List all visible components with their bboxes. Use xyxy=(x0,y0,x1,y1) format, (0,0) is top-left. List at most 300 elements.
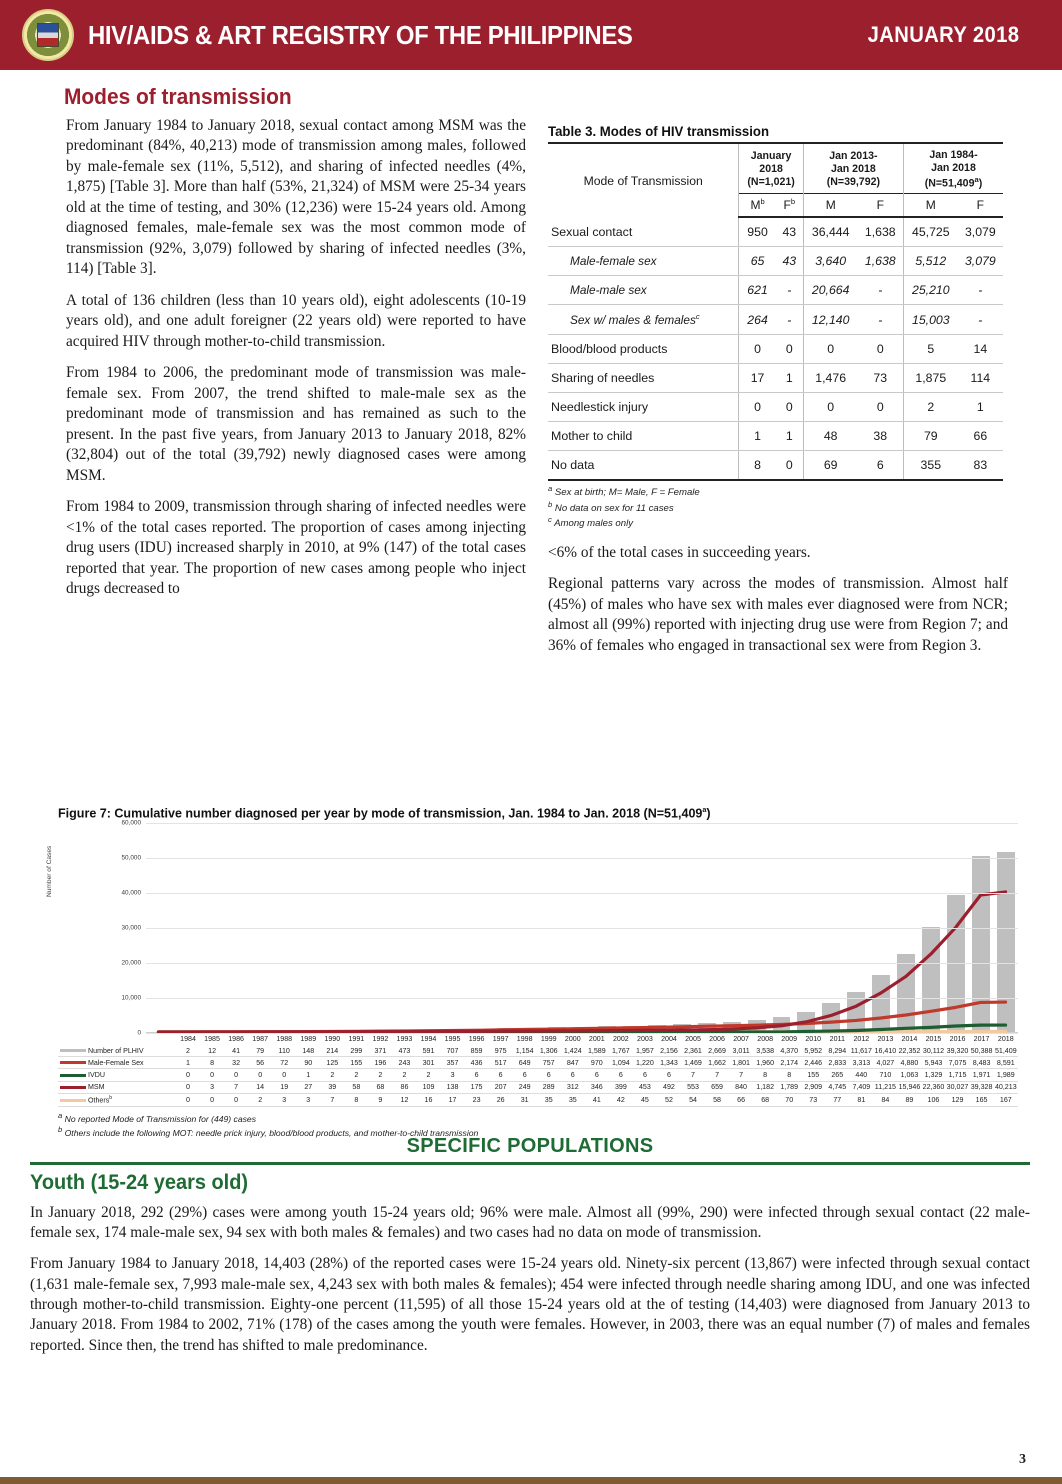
figure7-year-label: 2006 xyxy=(709,1034,725,1043)
table3-cell: 0 xyxy=(739,335,776,364)
figure7-data-cell: 2 xyxy=(392,1069,416,1081)
table3-cell: 43 xyxy=(776,247,804,276)
legend-swatch-icon xyxy=(60,1061,86,1064)
figure7-data-cell: 1,767 xyxy=(609,1045,633,1057)
footer-rule xyxy=(0,1477,1062,1484)
chart-y-tick-label: 60,000 xyxy=(121,819,141,827)
figure7-data-cell: 165 xyxy=(970,1093,994,1107)
footnote: $^a$ No reported Mode of Transmission for (449) cases xyxy=(58,1111,256,1125)
table3-rowheader-label: Mode of Transmission xyxy=(548,143,739,217)
figure7-data-cell: 436 xyxy=(465,1057,489,1069)
figure7-year-label: 1988 xyxy=(276,1034,293,1043)
table3-cell: 2 xyxy=(903,393,957,422)
figure7-year-label: 1990 xyxy=(324,1034,341,1043)
table3-cell: 0 xyxy=(776,451,804,481)
figure7-data-cell: 35 xyxy=(537,1093,561,1107)
header-date: JANUARY 2018 xyxy=(867,22,1020,47)
table-row xyxy=(548,217,1003,247)
figure7-data-cell: 1,801 xyxy=(729,1057,753,1069)
table-row xyxy=(548,276,1003,305)
figure7-year-label: 1998 xyxy=(516,1034,533,1043)
figure7-data-cell: 8 xyxy=(753,1069,777,1081)
figure7-data-cell: 7 xyxy=(224,1081,248,1093)
figure7-data-cell: 6 xyxy=(633,1069,657,1081)
figure7-data-cell: 1,971 xyxy=(970,1069,994,1081)
figure7-data-cell: 3,313 xyxy=(849,1057,873,1069)
figure7-data-cell: 707 xyxy=(441,1045,465,1057)
figure7-data-cell: 1,715 xyxy=(946,1069,970,1081)
figure7-data-cell: 86 xyxy=(392,1081,416,1093)
figure7-data-cell: 1,306 xyxy=(537,1045,561,1057)
figure7-chart xyxy=(46,819,1018,1037)
table3-col-1984-f: F xyxy=(958,194,1003,218)
table3-cell: 3,079 xyxy=(958,217,1003,247)
figure7-year-label: 2009 xyxy=(781,1034,798,1043)
table3-cell: 73 xyxy=(858,364,904,393)
figure7-data-cell: 109 xyxy=(416,1081,440,1093)
figure7-data-cell: 2 xyxy=(320,1069,344,1081)
figure7-year-label: 2018 xyxy=(997,1034,1014,1043)
table-row xyxy=(548,364,1003,393)
legend-swatch-icon xyxy=(60,1099,86,1102)
figure7-data-cell: 70 xyxy=(777,1093,801,1107)
table3-cell: 69 xyxy=(803,451,857,481)
table3-cell: 1,638 xyxy=(858,217,904,247)
figure7-data-cell: 7 xyxy=(320,1093,344,1107)
figure7 xyxy=(30,805,1030,1139)
figure7-data-cell: 8,591 xyxy=(994,1057,1018,1069)
figure7-year-label: 2016 xyxy=(949,1034,966,1043)
figure7-data-cell: 2,833 xyxy=(825,1057,849,1069)
figure7-data-cell: 7,409 xyxy=(849,1081,873,1093)
figure7-series-name-cell xyxy=(58,1033,176,1045)
table3-cell: 1 xyxy=(776,422,804,451)
figure7-data-cell: 0 xyxy=(200,1069,224,1081)
figure7-data-cell: 175 xyxy=(465,1081,489,1093)
figure7-data-cell: 73 xyxy=(801,1093,825,1107)
table3-cell: 621 xyxy=(739,276,776,305)
figure7-year-label: 2011 xyxy=(829,1034,845,1043)
figure7-data-cell: 1,957 xyxy=(633,1045,657,1057)
table3-cell: 3,640 xyxy=(803,247,857,276)
table3-col-jan2018-m: $M^b$ xyxy=(739,194,776,218)
figure7-data-cell: 41 xyxy=(224,1045,248,1057)
figure7-data-cell: 4,027 xyxy=(873,1057,897,1069)
table3-cell: 0 xyxy=(858,335,904,364)
table3-cell: 0 xyxy=(776,393,804,422)
table3-header-row-groups xyxy=(548,143,1003,194)
table3-cell: 0 xyxy=(739,393,776,422)
chart-y-tick-label: 30,000 xyxy=(121,924,141,932)
figure7-data-cell: 8 xyxy=(777,1069,801,1081)
chart-y-tick-label: 50,000 xyxy=(121,854,141,862)
figure7-data-cell: 2,669 xyxy=(705,1045,729,1057)
table3-cell: 1,875 xyxy=(903,364,957,393)
section-divider xyxy=(30,1162,1030,1165)
figure7-year-label: 1992 xyxy=(372,1034,389,1043)
table3-row-label: No data xyxy=(548,451,739,481)
figure7-data-cell: 840 xyxy=(729,1081,753,1093)
table3-col-2013-m: M xyxy=(803,194,857,218)
figure7-data-cell: 1,989 xyxy=(994,1069,1018,1081)
figure7-data-cell: 6 xyxy=(585,1069,609,1081)
table-row xyxy=(548,305,1003,335)
figure7-data-cell: 2,156 xyxy=(657,1045,681,1057)
figure7-data-cell: 41 xyxy=(585,1093,609,1107)
figure7-data-cell: 31 xyxy=(513,1093,537,1107)
table3-cell: 0 xyxy=(803,393,857,422)
figure7-caption: Figure 7: Cumulative number diagnosed per year by mode of transmission, Jan. 1984 to Jan. 2018 (N=51,409$^a$) xyxy=(58,805,711,821)
figure7-data-cell: 8,294 xyxy=(825,1045,849,1057)
table3-cell: - xyxy=(858,305,904,335)
table3-body xyxy=(548,217,1003,480)
figure7-data-cell: 8,483 xyxy=(970,1057,994,1069)
figure7-year-label: 2002 xyxy=(612,1034,629,1043)
figure7-data-cell: 0 xyxy=(224,1069,248,1081)
figure7-data-cell: 4,880 xyxy=(897,1057,921,1069)
figure7-year-label: 2001 xyxy=(588,1034,605,1043)
table-row xyxy=(548,247,1003,276)
figure7-data-cell: 32 xyxy=(224,1057,248,1069)
figure7-data-cell: 8 xyxy=(200,1057,224,1069)
youth-subheading: Youth (15-24 years old) xyxy=(30,1170,249,1194)
table3-cell: 0 xyxy=(803,335,857,364)
figure7-data-cell: 0 xyxy=(176,1069,200,1081)
figure7-data-cell: 26 xyxy=(489,1093,513,1107)
table3-cell: 3,079 xyxy=(958,247,1003,276)
table3-group-1984-2018: Jan 1984- Jan 2018 (N=51,409$^a$) xyxy=(903,143,1003,194)
figure7-data-cell: 89 xyxy=(897,1093,921,1107)
figure7-data-cell: 106 xyxy=(921,1093,945,1107)
figure7-data-cell: 1 xyxy=(296,1069,320,1081)
figure7-data-cell: 54 xyxy=(681,1093,705,1107)
table3-cell: 5,512 xyxy=(903,247,957,276)
table-row xyxy=(58,1057,1018,1069)
figure7-data-cell: 12 xyxy=(392,1093,416,1107)
figure7-data-cell: 3 xyxy=(200,1081,224,1093)
figure7-year-label: 2010 xyxy=(805,1034,822,1043)
figure7-data-cell: 155 xyxy=(801,1069,825,1081)
figure7-year-label: 1996 xyxy=(468,1034,485,1043)
chart-line-msm xyxy=(158,892,1005,1032)
figure7-data-cell: 0 xyxy=(272,1069,296,1081)
figure7-data-cell: 110 xyxy=(272,1045,296,1057)
table-row xyxy=(548,393,1003,422)
figure7-data-cell: 6 xyxy=(465,1069,489,1081)
table3-cell: - xyxy=(958,305,1003,335)
table3-cell: 20,664 xyxy=(803,276,857,305)
figure7-data-cell: 371 xyxy=(368,1045,392,1057)
figure7-data-cell: 453 xyxy=(633,1081,657,1093)
figure7-year-label: 2000 xyxy=(564,1034,581,1043)
figure7-legend-others: Others$^b$ xyxy=(58,1093,176,1107)
figure7-data-cell: 1,469 xyxy=(681,1057,705,1069)
figure7-year-label: 1986 xyxy=(228,1034,244,1043)
table3-col-jan2018-f: $F^b$ xyxy=(776,194,804,218)
figure7-data-cell: 2,446 xyxy=(801,1057,825,1069)
table3-cell: 65 xyxy=(739,247,776,276)
figure7-data-cell: 2 xyxy=(368,1069,392,1081)
figure7-data-cell: 970 xyxy=(585,1057,609,1069)
legend-label: Male-Female Sex xyxy=(88,1058,144,1067)
table3-row-label: Blood/blood products xyxy=(548,335,739,364)
figure7-data-cell: 138 xyxy=(441,1081,465,1093)
figure7-data-cell: 299 xyxy=(344,1045,368,1057)
figure7-data-cell: 40,213 xyxy=(994,1081,1018,1093)
figure7-data-cell: 17 xyxy=(441,1093,465,1107)
figure7-data-cell: 77 xyxy=(825,1093,849,1107)
figure7-data-cell: 39 xyxy=(320,1081,344,1093)
table3-cell: 1 xyxy=(958,393,1003,422)
legend-label: IVDU xyxy=(88,1070,105,1079)
table3-row-label: Male-female sex xyxy=(548,247,739,276)
figure7-legend-msm xyxy=(58,1081,176,1093)
left-column xyxy=(66,116,526,611)
figure7-data-cell: 2,174 xyxy=(777,1057,801,1069)
figure7-data-cell: 243 xyxy=(392,1057,416,1069)
figure7-data-cell: 9 xyxy=(368,1093,392,1107)
figure7-data-cell: 45 xyxy=(633,1093,657,1107)
figure7-data-cell: 7 xyxy=(705,1069,729,1081)
figure7-data-cell: 30,112 xyxy=(921,1045,945,1057)
figure7-legend-ivdu xyxy=(58,1069,176,1081)
figure7-data-cell: 196 xyxy=(368,1057,392,1069)
figure7-data-cell: 6 xyxy=(561,1069,585,1081)
table-row xyxy=(548,422,1003,451)
table3-col-2013-f: F xyxy=(858,194,904,218)
figure7-data-cell: 2 xyxy=(416,1069,440,1081)
figure7-data-cell: 2 xyxy=(248,1093,272,1107)
figure7-data-cell: 659 xyxy=(705,1081,729,1093)
figure7-data-cell: 207 xyxy=(489,1081,513,1093)
figure7-data-cell: 6 xyxy=(513,1069,537,1081)
chart-y-tick-label: 20,000 xyxy=(121,959,141,967)
table3-cell: 0 xyxy=(858,393,904,422)
figure7-data-cell: 3 xyxy=(296,1093,320,1107)
figure7-data-cell: 148 xyxy=(296,1045,320,1057)
legend-swatch-icon xyxy=(60,1086,86,1089)
figure7-data-cell: 84 xyxy=(873,1093,897,1107)
chart-line-male-female-sex xyxy=(158,1002,1005,1032)
figure7-data-cell: 39,328 xyxy=(970,1081,994,1093)
figure7-data-cell: 6 xyxy=(537,1069,561,1081)
figure7-legend-male-female-sex xyxy=(58,1057,176,1069)
figure7-data-cell: 1,960 xyxy=(753,1057,777,1069)
table3-row-label: Male-male sex xyxy=(548,276,739,305)
figure7-data-cell: 58 xyxy=(344,1081,368,1093)
figure7-data-cell: 22,352 xyxy=(897,1045,921,1057)
table3-cell: 43 xyxy=(776,217,804,247)
figure7-data-cell: 1,220 xyxy=(633,1057,657,1069)
table3-cell: - xyxy=(776,305,804,335)
paragraph: In January 2018, 292 (29%) cases were among youth 15-24 years old; 96% were male. Almost all (99%, 290) were infected through sexual contact (22 male-female sex, 174 male-male sex, 94 sex with both males & females) and two cases had no data on mode of transmission. xyxy=(30,1203,1030,1241)
figure7-data-cell: 22,360 xyxy=(921,1081,945,1093)
figure7-data-cell: 79 xyxy=(248,1045,272,1057)
chart-gridline xyxy=(146,1033,1018,1034)
paragraph: From January 1984 to January 2018, 14,403 (28%) of the reported cases were 15-24 years old. Ninety-six percent (13,867) were infected through sexual contact (1,631 male-female sex, 7,993 male-male sex, 4,243 sex with both males & females); 454 were infected through needle sharing among IDU, and one was infected through mother-to-child transmission. Eighty-one percent (11,595) of all those 15-24 years old at the of testing (14,403) were diagnosed from January 2013 to January 2018. From 1984 to 2002, 71% (178) of the cases among the youth were females. However, in 2003, there was an equal number (7) of males and females reported. Since then, the trend has shifted to male predominance. xyxy=(30,1255,1030,1354)
footnote: $^b$ No data on sex for 11 cases xyxy=(548,499,674,514)
table3-cell: 1 xyxy=(776,364,804,393)
figure7-data-cell: 847 xyxy=(561,1057,585,1069)
figure7-year-label: 2003 xyxy=(637,1034,653,1043)
table3-footnotes xyxy=(548,484,1008,530)
specific-populations-section xyxy=(30,1135,1030,1367)
figure7-data-cell: 72 xyxy=(272,1057,296,1069)
legend-swatch-icon xyxy=(60,1049,86,1052)
figure7-year-label: 2008 xyxy=(757,1034,774,1043)
figure7-year-label: 1995 xyxy=(444,1034,461,1043)
figure7-year-label: 2012 xyxy=(853,1034,870,1043)
page-header xyxy=(0,0,1062,70)
figure7-data-cell: 357 xyxy=(441,1057,465,1069)
table3-cell: 12,140 xyxy=(803,305,857,335)
chart-gridline xyxy=(146,928,1018,929)
figure7-year-label: 1989 xyxy=(300,1034,317,1043)
table3-row-label: Sex w/ males & females$^c$ xyxy=(548,305,739,335)
table3-title: Table 3. Modes of HIV transmission xyxy=(548,124,770,139)
figure7-data-cell: 517 xyxy=(489,1057,513,1069)
table3-cell: 36,444 xyxy=(803,217,857,247)
figure7-data-cell: 4,370 xyxy=(777,1045,801,1057)
table3-cell: 6 xyxy=(858,451,904,481)
figure7-year-label: 2014 xyxy=(901,1034,918,1043)
figure7-data-cell: 6 xyxy=(489,1069,513,1081)
figure7-data-cell: 3 xyxy=(272,1093,296,1107)
figure7-data-cell: 1,329 xyxy=(921,1069,945,1081)
figure7-data-cell: 265 xyxy=(825,1069,849,1081)
figure7-data-cell: 2,361 xyxy=(681,1045,705,1057)
figure7-years-row xyxy=(58,1033,1018,1045)
figure7-year-label: 2013 xyxy=(877,1034,894,1043)
figure7-data-cell: 649 xyxy=(513,1057,537,1069)
figure7-data-cell: 27 xyxy=(296,1081,320,1093)
table-row xyxy=(58,1081,1018,1093)
table3-row-label: Sharing of needles xyxy=(548,364,739,393)
figure7-data-cell: 0 xyxy=(176,1093,200,1107)
figure7-data-cell: 1,343 xyxy=(657,1057,681,1069)
figure7-data-cell: 11,215 xyxy=(873,1081,897,1093)
doh-philippines-seal-icon xyxy=(22,9,74,61)
figure7-data-cell: 4,745 xyxy=(825,1081,849,1093)
table3-cell: 950 xyxy=(739,217,776,247)
figure7-data-cell: 1,789 xyxy=(777,1081,801,1093)
specific-populations-heading: SPECIFIC POPULATIONS xyxy=(406,1135,654,1157)
paragraph: <6% of the total cases in succeeding years. xyxy=(548,543,811,561)
figure7-data-cell: 2 xyxy=(176,1045,200,1057)
paragraph: Regional patterns vary across the modes of transmission. Almost half (45%) of males who have sex with males ever diagnosed were from NCR; almost all (99%) reported with injecting drug use were from Region 7; and 36% of females who engaged in transactional sex were from Region 3. xyxy=(548,575,1008,654)
figure7-data-cell: 7,075 xyxy=(946,1057,970,1069)
table3-modes-of-hiv-transmission xyxy=(548,142,1003,481)
figure7-data-cell: 56 xyxy=(248,1057,272,1069)
table-row xyxy=(58,1093,1018,1107)
page-content xyxy=(0,70,1062,1484)
figure7-year-label: 2015 xyxy=(925,1034,942,1043)
figure7-data-cell: 301 xyxy=(416,1057,440,1069)
figure7-data-cell: 0 xyxy=(200,1093,224,1107)
chart-gridline xyxy=(146,998,1018,999)
figure7-data-cell: 3,538 xyxy=(753,1045,777,1057)
figure7-data-cell: 14 xyxy=(248,1081,272,1093)
table3-cell: 14 xyxy=(958,335,1003,364)
figure7-data-cell: 7 xyxy=(681,1069,705,1081)
table3-cell: 0 xyxy=(776,335,804,364)
figure7-year-label: 2004 xyxy=(661,1034,677,1043)
figure7-data-cell: 3 xyxy=(441,1069,465,1081)
table3-cell: 38 xyxy=(858,422,904,451)
table-row xyxy=(548,451,1003,481)
figure7-data-cell: 19 xyxy=(272,1081,296,1093)
figure7-data-cell: 1,094 xyxy=(609,1057,633,1069)
figure7-data-cell: 8 xyxy=(344,1093,368,1107)
figure7-year-label: 1997 xyxy=(492,1034,509,1043)
figure7-data-cell: 125 xyxy=(320,1057,344,1069)
figure7-year-label: 1984 xyxy=(180,1034,196,1043)
chart-gridline xyxy=(146,858,1018,859)
figure7-year-label: 1985 xyxy=(204,1034,220,1043)
table3-cell: 17 xyxy=(739,364,776,393)
figure7-data-cell: 16 xyxy=(416,1093,440,1107)
figure7-year-label: 2005 xyxy=(685,1034,701,1043)
table3-cell: 1,638 xyxy=(858,247,904,276)
figure7-data-cell: 11,617 xyxy=(849,1045,873,1057)
figure7-data-cell: 15,946 xyxy=(897,1081,921,1093)
table3-col-1984-m: M xyxy=(903,194,957,218)
footnote: $^b$ Others include the following MOT: needle prick injury, blood/blood products, and mother-to-child transmission xyxy=(58,1125,479,1139)
table3-cell: - xyxy=(958,276,1003,305)
right-column xyxy=(548,116,1008,667)
chart-plot-area xyxy=(121,819,1018,1037)
chart-y-tick-label: 0 xyxy=(137,1029,141,1037)
figure7-year-label: 1991 xyxy=(348,1034,365,1043)
figure7-year-label: 1987 xyxy=(252,1034,269,1043)
figure7-data-cell: 473 xyxy=(392,1045,416,1057)
figure7-data-cell: 16,410 xyxy=(873,1045,897,1057)
table-row xyxy=(58,1069,1018,1081)
chart-y-axis-label: Number of Cases xyxy=(46,846,53,898)
figure7-data-cell: 1,154 xyxy=(513,1045,537,1057)
figure7-data-cell: 2,909 xyxy=(801,1081,825,1093)
figure7-data-cell: 975 xyxy=(489,1045,513,1057)
chart-gridline xyxy=(146,893,1018,894)
chart-y-tick-label: 10,000 xyxy=(121,994,141,1002)
footnote: $^a$ Sex at birth; M= Male, F = Female xyxy=(548,484,700,499)
figure7-data-cell: 66 xyxy=(729,1093,753,1107)
figure7-data-cell: 249 xyxy=(513,1081,537,1093)
figure7-data-cell: 68 xyxy=(753,1093,777,1107)
figure7-data-cell: 5,943 xyxy=(921,1057,945,1069)
table3-row-label: Sexual contact xyxy=(548,217,739,247)
figure7-data-cell: 52 xyxy=(657,1093,681,1107)
paragraph: A total of 136 children (less than 10 years old), eight adolescents (10-19 years old), and one adult foreigner (22 years old) were reported to have acquired HIV through mother-to-child transmission. xyxy=(66,291,526,350)
figure7-data-cell: 90 xyxy=(296,1057,320,1069)
figure7-data-cell: 51,409 xyxy=(994,1045,1018,1057)
figure7-data-cell: 0 xyxy=(248,1069,272,1081)
figure7-data-cell: 289 xyxy=(537,1081,561,1093)
figure7-data-table xyxy=(58,1033,1018,1107)
figure7-legend-number-of-plhiv xyxy=(58,1045,176,1057)
figure7-data-cell: 81 xyxy=(849,1093,873,1107)
section-title: Modes of transmission xyxy=(64,84,292,109)
header-title: HIV/AIDS & ART REGISTRY OF THE PHILIPPINES xyxy=(88,19,633,50)
table3-cell: 114 xyxy=(958,364,1003,393)
footnote: $^c$ Among males only xyxy=(548,515,634,530)
figure7-data-cell: 58 xyxy=(705,1093,729,1107)
table3-cell: 264 xyxy=(739,305,776,335)
figure7-data-cell: 859 xyxy=(465,1045,489,1057)
table3-cell: 66 xyxy=(958,422,1003,451)
figure7-data-cell: 710 xyxy=(873,1069,897,1081)
figure7-data-cell: 214 xyxy=(320,1045,344,1057)
